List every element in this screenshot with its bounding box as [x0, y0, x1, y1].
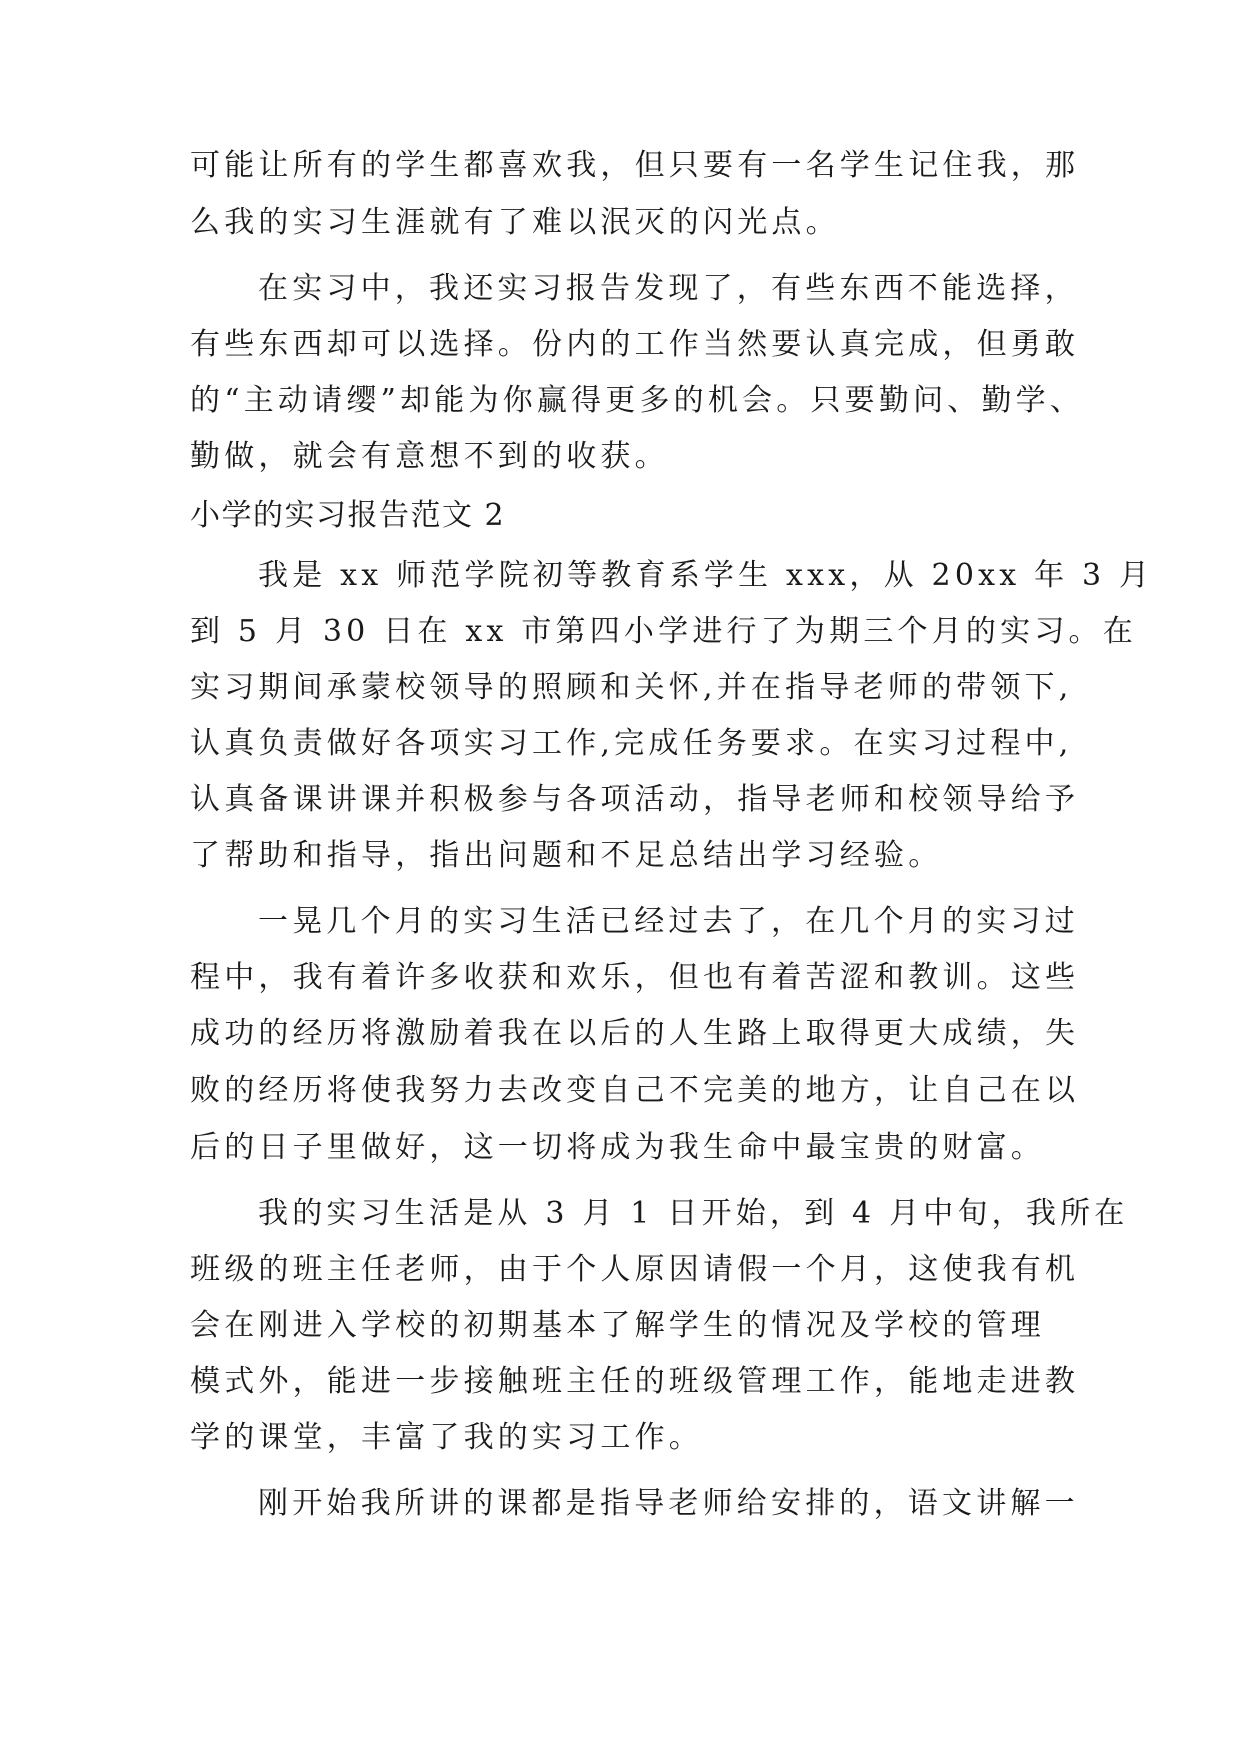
paragraph-first-line: 我的实习生活是从 3 月 1 日开始，到 4 月中旬，我所在: [258, 1196, 1129, 1231]
text-line: 到 5 月 30 日在 xx 市第四小学进行了为期三个月的实习。在: [190, 614, 1137, 649]
text-line: 实习期间承蒙校领导的照顾和关怀,并在指导老师的带领下,: [190, 670, 1073, 705]
paragraph-first-line: 一晃几个月的实习生活已经过去了，在几个月的实习过: [258, 904, 1079, 939]
text-line: 会在刚进入学校的初期基本了解学生的情况及学校的管理: [190, 1308, 1045, 1343]
text-line: 后的日子里做好，这一切将成为我生命中最宝贵的财富。: [190, 1130, 1045, 1165]
text-line: 认真备课讲课并积极参与各项活动，指导老师和校领导给予: [190, 782, 1080, 817]
text-line: 有些东西却可以选择。份内的工作当然要认真完成，但勇敢: [190, 327, 1080, 362]
text-line: 了帮助和指导，指出问题和不足总结出学习经验。: [190, 838, 943, 873]
text-line: 程中，我有着许多收获和欢乐，但也有着苦涩和教训。这些: [190, 960, 1080, 995]
text-line: 勤做，就会有意想不到的收获。: [190, 439, 669, 474]
text-line: 成功的经历将激励着我在以后的人生路上取得更大成绩，失: [190, 1016, 1080, 1051]
paragraph-first-line: 我是 xx 师范学院初等教育系学生 xxx，从 20xx 年 3 月: [258, 558, 1154, 593]
text-line: 认真负责做好各项实习工作,完成任务要求。在实习过程中,: [190, 726, 1073, 761]
text-line: 班级的班主任老师，由于个人原因请假一个月，这使我有机: [190, 1252, 1080, 1287]
text-line: 模式外，能进一步接触班主任的班级管理工作，能地走进教: [190, 1364, 1080, 1399]
paragraph-first-line: 刚开始我所讲的课都是指导老师给安排的，语文讲解一: [258, 1486, 1079, 1521]
text-line: 可能让所有的学生都喜欢我，但只要有一名学生记住我，那: [190, 148, 1080, 183]
section-heading: 小学的实习报告范文 2: [190, 498, 506, 533]
paragraph-first-line: 在实习中，我还实习报告发现了，有些东西不能选择，: [258, 271, 1079, 306]
text-line: 的“主动请缨”却能为你赢得更多的机会。只要勤问、勤学、: [190, 383, 1085, 418]
text-line: 学的课堂，丰富了我的实习工作。: [190, 1420, 703, 1455]
text-line: 败的经历将使我努力去改变自己不完美的地方，让自己在以: [190, 1073, 1080, 1108]
text-line: 么我的实习生涯就有了难以泯灭的闪光点。: [190, 205, 840, 240]
